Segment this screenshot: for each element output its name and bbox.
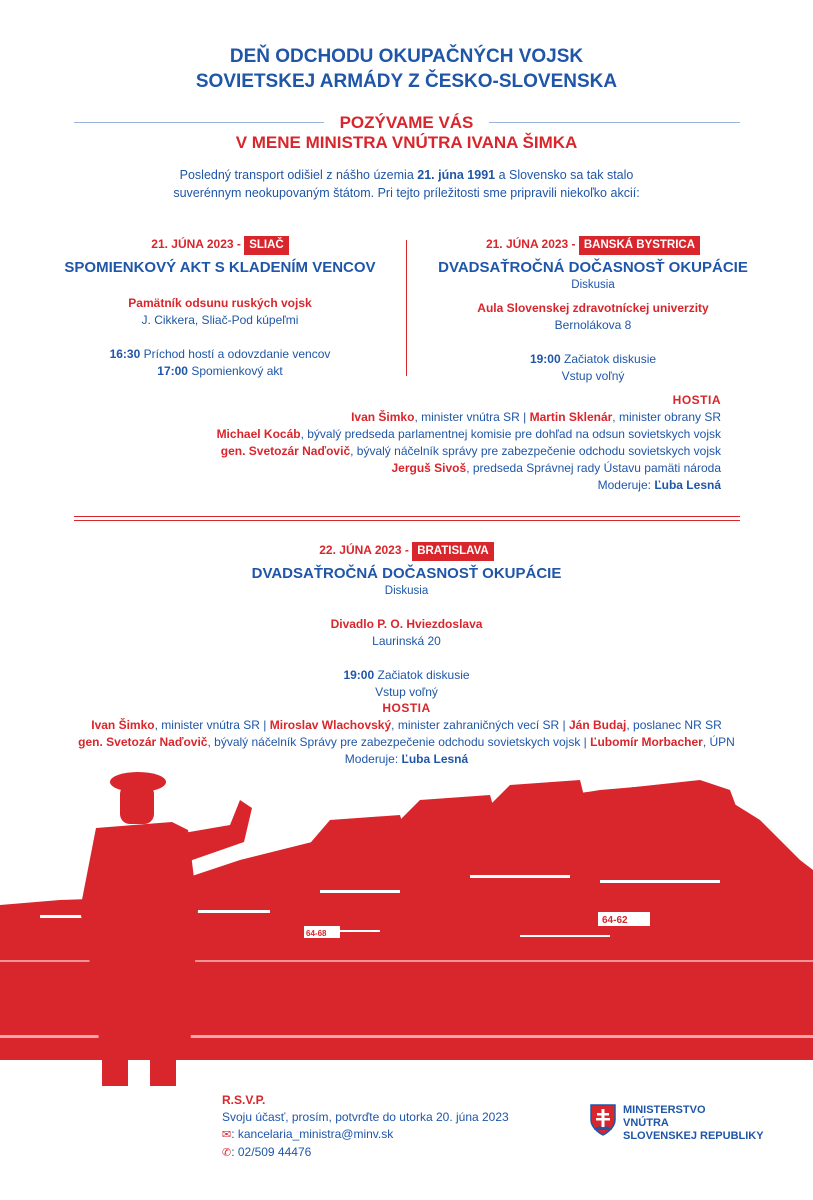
event-time: 19:00 (343, 668, 375, 682)
intro-line-2: suverénnym neokupovaným štátom. Pri tejto príležitosti sme pripravili niekoľko akcií: (173, 186, 640, 200)
invite-line-1: POZÝVAME VÁS (339, 113, 474, 132)
location-tag: BANSKÁ BYSTRICA (579, 236, 700, 255)
event-address: J. Cikkera, Sliač-Pod kúpeľmi (141, 313, 299, 327)
intro-part-1: Posledný transport odišiel z nášho územia (179, 168, 418, 182)
guest-role: , bývalý predseda parlamentnej komisie pre dohľad na odsun sovietskych vojsk (300, 427, 721, 441)
phone-icon: ✆ (222, 1147, 232, 1159)
rsvp-phone[interactable]: : 02/509 44476 (231, 1145, 312, 1159)
rsvp-text: Svoju účasť, prosím, potvrďte do utorka 20. júna 2023 (222, 1110, 509, 1124)
event-time: 16:30 (109, 347, 141, 361)
intro-date: 21. júna 1991 (417, 168, 496, 182)
guest-role: , bývalý náčelník správy pre zabezpečenie odchodu sovietskych vojsk (350, 444, 721, 458)
guest-name: Ján Budaj (569, 718, 627, 732)
guest-role: , poslanec NR SR (626, 718, 722, 732)
envelope-icon: ✉ (222, 1129, 232, 1141)
location-tag: SLIAČ (244, 236, 289, 255)
event-time: 17:00 (157, 364, 188, 378)
event-entry: Vstup voľný (375, 685, 438, 699)
title-line-1: DEŇ ODCHODU OKUPAČNÝCH VOJSK (229, 46, 584, 67)
event-time-text: Príchod hostí a odovzdanie vencov (140, 347, 331, 361)
guests-heading: HOSTIA (672, 393, 721, 407)
guest-role: , predseda Správnej rady Ústavu pamäti národa (466, 461, 721, 475)
moderator-label: Moderuje: (597, 478, 655, 492)
moderator-name: Ľuba Lesná (654, 478, 721, 492)
column-divider (406, 240, 407, 376)
guest-name: Ľubomír Morbacher (590, 735, 703, 749)
moderator-label: Moderuje: (344, 752, 402, 766)
truck-plate-1: 64-62 (602, 915, 628, 926)
truck-plate-2: 64-68 (306, 929, 327, 938)
event-address: Laurinská 20 (372, 634, 441, 648)
guests-list-1 (217, 392, 721, 494)
guest-name: Michael Kocáb (216, 427, 301, 441)
guest-role: , minister vnútra SR | (154, 718, 270, 732)
event-place: Aula Slovenskej zdravotníckej univerzity (477, 301, 709, 315)
event-date: 21. JÚNA 2023 - (151, 237, 245, 251)
event-time-text: Začiatok diskusie (374, 668, 470, 682)
logo-line-1: MINISTERSTVO (623, 1104, 706, 1116)
moderator-name: Ľuba Lesná (401, 752, 469, 766)
ministry-logo (590, 1104, 764, 1142)
event-time-text: Začiatok diskusie (560, 352, 657, 366)
section-divider (74, 516, 740, 521)
event-sliac (40, 236, 400, 380)
event-subtitle: Diskusia (384, 585, 429, 597)
guest-role: , bývalý náčelník Správy pre zabezpečenie odchodu sovietskych vojsk | (207, 735, 591, 749)
guest-role: , minister zahraničných vecí SR | (391, 718, 569, 732)
guest-name: Jerguš Sivoš (391, 461, 467, 475)
event-entry: Vstup voľný (561, 369, 625, 383)
coat-of-arms-icon (590, 1104, 616, 1136)
rsvp-email[interactable]: : kancelaria_ministra@minv.sk (231, 1127, 394, 1141)
ministry-name (623, 1104, 764, 1143)
event-date: 22. JÚNA 2023 - (319, 543, 413, 557)
guest-role: , minister obrany SR (612, 410, 721, 424)
guest-name: Miroslav Wlachovský (269, 718, 392, 732)
event-place: Divadlo P. O. Hviezdoslava (330, 617, 483, 631)
soviet-trucks-photo (0, 760, 813, 1090)
event-banska-bystrica (410, 236, 776, 385)
guest-role: , minister vnútra SR | (414, 410, 530, 424)
event-title: DVADSAŤROČNÁ DOČASNOSŤ OKUPÁCIE (438, 259, 748, 276)
event-title: DVADSAŤROČNÁ DOČASNOSŤ OKUPÁCIE (251, 565, 562, 582)
invite-line-2: V MENE MINISTRA VNÚTRA IVANA ŠIMKA (235, 133, 578, 152)
event-time-text: Spomienkový akt (187, 364, 283, 378)
location-tag: BRATISLAVA (412, 542, 494, 561)
guest-name: gen. Svetozár Naďovič (220, 444, 351, 458)
guest-name: Martin Sklenár (529, 410, 613, 424)
guest-role: , ÚPN (702, 735, 735, 749)
guests-heading: HOSTIA (382, 701, 431, 715)
guest-name: gen. Svetozár Naďovič (78, 735, 208, 749)
invitation-heading (0, 113, 813, 153)
rsvp-heading: R.S.V.P. (222, 1093, 266, 1107)
page-title (0, 44, 813, 94)
event-subtitle: Diskusia (571, 279, 615, 291)
intro-part-2: a Slovensko sa tak stalo (495, 168, 634, 182)
logo-line-3: SLOVENSKEJ REPUBLIKY (623, 1130, 764, 1142)
intro-text (0, 166, 813, 202)
title-line-2: SOVIETSKEJ ARMÁDY Z ČESKO-SLOVENSKA (195, 71, 618, 92)
event-address: Bernolákova 8 (554, 318, 632, 332)
guest-name: Ivan Šimko (351, 410, 415, 424)
guests-list-2 (0, 700, 813, 768)
event-bratislava (0, 542, 813, 701)
rsvp-block (222, 1092, 509, 1162)
event-place: Pamätník odsunu ruských vojsk (128, 296, 312, 310)
guest-name: Ivan Šimko (91, 718, 155, 732)
event-date: 21. JÚNA 2023 - (485, 237, 579, 251)
logo-line-2: VNÚTRA (623, 1117, 669, 1129)
event-title: SPOMIENKOVÝ AKT S KLADENÍM VENCOV (64, 259, 376, 276)
event-time: 19:00 (529, 352, 561, 366)
